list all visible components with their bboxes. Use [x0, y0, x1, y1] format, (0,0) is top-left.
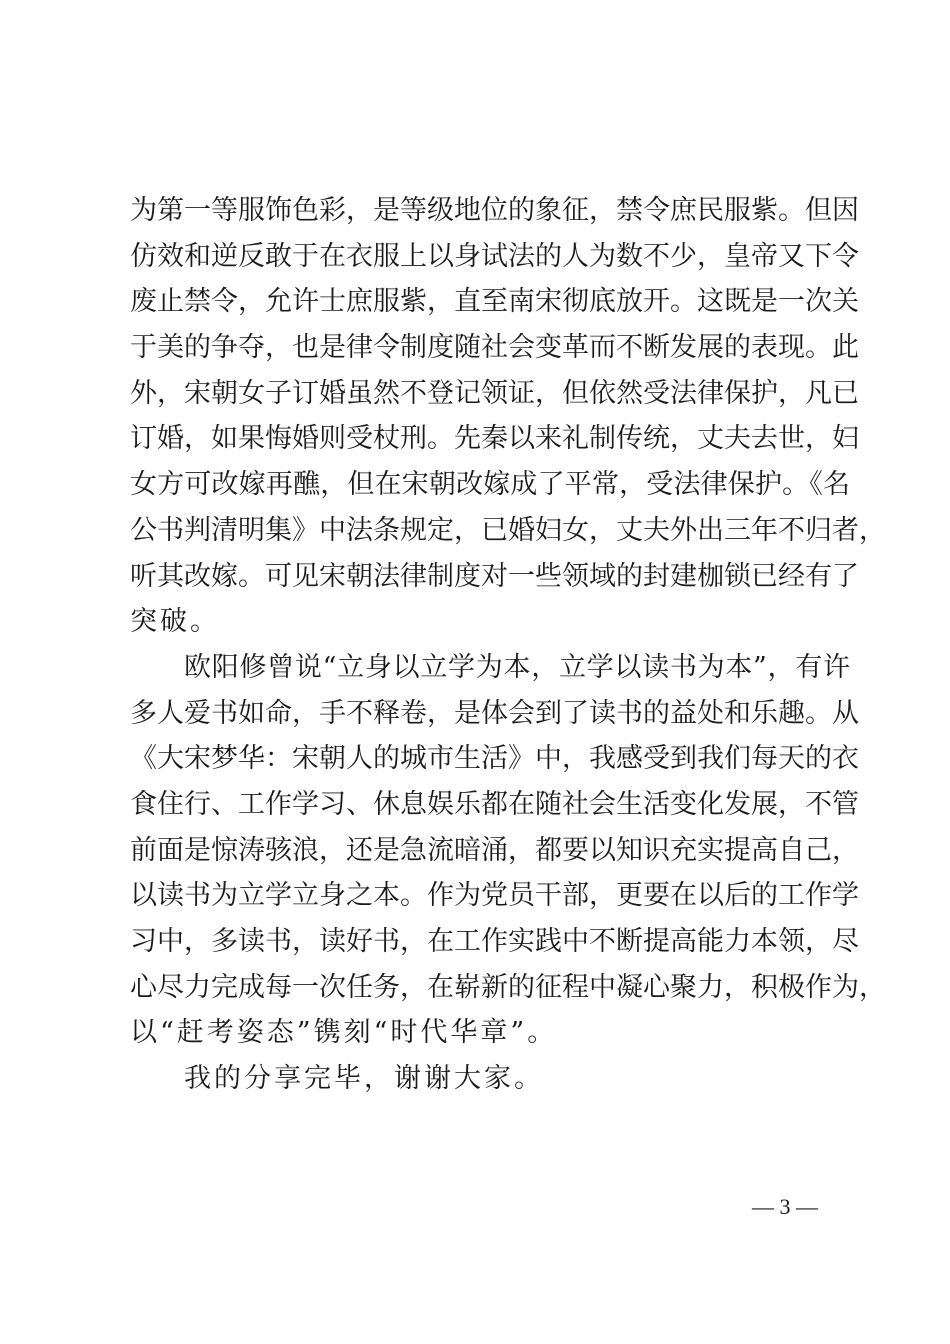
body-text: [130, 188, 886, 1102]
text-line: 习中，多读书，读好书，在工作实践中不断提高能力本领，尽: [130, 926, 859, 957]
text-line: 食住行、工作学习、休息娱乐都在随社会生活变化发展，不管: [130, 788, 859, 820]
text-line: 多人爱书如命，手不释卷，是体会到了读书的益处和乐趣。从: [130, 697, 859, 729]
text-line: 突破。: [130, 606, 220, 638]
text-line: 心尽力完成每一次任务，在崭新的征程中凝心聚力，积极作为，: [130, 971, 886, 1003]
text-line: 废止禁令，允许士庶服紫，直至南宋彻底放开。这既是一次关: [130, 286, 859, 318]
text-line: 公书判清明集》中法条规定，已婚妇女，丈夫外出三年不归者，: [130, 514, 886, 546]
page-number: — 3 —: [752, 1194, 818, 1219]
text-line: 以读书为立学立身之本。作为党员干部，更要在以后的工作学: [130, 880, 859, 912]
text-line: 于美的争夺，也是律令制度随社会变革而不断发展的表现。此: [130, 332, 859, 364]
text-line: 为第一等服饰色彩，是等级地位的象征，禁令庶民服紫。但因: [130, 195, 859, 226]
text-line: 订婚，如果悔婚则受杖刑。先秦以来礼制传统，丈夫去世，妇: [130, 423, 859, 455]
text-line: 外，宋朝女子订婚虽然不登记领证，但依然受法律保护，凡已: [130, 377, 859, 409]
text-line: 《大宋梦华：宋朝人的城市生活》中，我感受到我们每天的衣: [130, 743, 859, 775]
text-line: 欧阳修曾说“立身以立学为本，立学以读书为本”，有许: [184, 651, 850, 683]
text-line: 前面是惊涛骇浪，还是急流暗涌，都要以知识充实提高自己，: [130, 834, 859, 866]
text-line: 听其改嫁。可见宋朝法律制度对一些领域的封建枷锁已经有了: [130, 560, 859, 592]
text-line: 以“赶考姿态”镌刻“时代华章”。: [130, 1017, 558, 1049]
text-line: 仿效和逆反敢于在衣服上以身试法的人为数不少，皇帝又下令: [130, 240, 859, 272]
text-line: 女方可改嫁再醮，但在宋朝改嫁成了平常，受法律保护。《名: [130, 469, 850, 501]
text-line: 我的分享完毕，谢谢大家。: [184, 1063, 544, 1095]
